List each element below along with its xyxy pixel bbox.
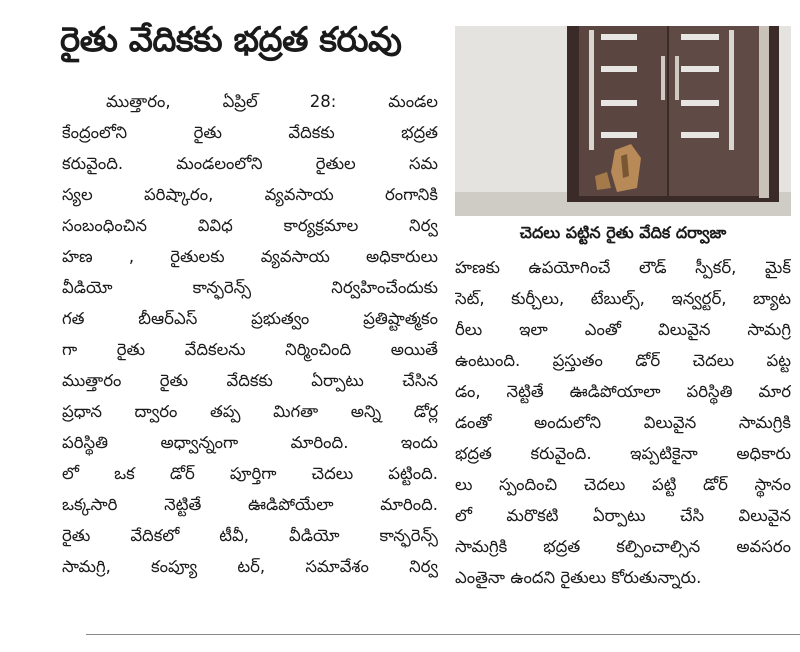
article-line: హణకు ఉపయోగించే లౌడ్ స్పీకర్, మైక్	[455, 258, 791, 277]
article-line: డంతో అందులోని విలువైన సామగ్రికి	[455, 413, 791, 432]
article-line: సంబంధించిన వివిధ కార్యక్రమాల నిర్వ	[62, 216, 438, 235]
article-line: వీడియో కాన్ఫరెన్స్ నిర్వహించేందుకు	[62, 278, 438, 297]
bottom-divider	[86, 634, 800, 635]
article-left-column	[62, 86, 438, 582]
article-line: గత బీఆర్ఎస్ ప్రభుత్వం ప్రతిష్టాత్మకం	[62, 309, 438, 328]
article-line: లో మరొకటి ఏర్పాటు చేసి విలువైన	[455, 506, 791, 525]
article-line: లో ఒక డోర్ పూర్తిగా చెదలు పట్టింది.	[62, 464, 438, 483]
article-line: ముత్తారం, ఏప్రిల్ 28: మండల	[106, 92, 438, 111]
photo-caption: చెదలు పట్టిన రైతు వేదిక దర్వాజా	[519, 223, 727, 242]
article-line: గా రైతు వేదికలను నిర్మించింది అయితే	[62, 340, 438, 359]
article-line: కేంద్రంలోని రైతు వేదికకు భద్రత	[62, 123, 438, 142]
article-line: డం, నెట్టితే ఊడిపోయాలా పరిస్థితి మార	[455, 382, 791, 401]
article-headline: రైతు వేదికకు భద్రత కరువు	[60, 20, 402, 60]
article-line: రైతు వేదికలో టీవీ, వీడియో కాన్ఫరెన్స్	[62, 526, 438, 545]
article-line: ఒక్కసారి నెట్టితే ఊడిపోయేలా మారింది.	[62, 495, 438, 514]
article-line: హణ , రైతులకు వ్యవసాయ అధికారులు	[62, 247, 438, 266]
article-line: సామగ్రి, కంప్యూ టర్, సమావేశం నిర్వ	[62, 557, 438, 576]
article-line: ప్రధాన ద్వారం తప్ప మిగతా అన్ని డోర్ల	[62, 402, 438, 421]
article-line: ఉంటుంది. ప్రస్తుతం డోర్ చెదలు పట్ట	[455, 351, 791, 370]
door-illustration	[455, 26, 791, 216]
article-line: సెట్, కుర్చీలు, టేబుల్స్, ఇన్వర్టర్, బ్యాట	[455, 289, 791, 308]
article-line: స్యల పరిష్కారం, వ్యవసాయ రంగానికి	[62, 185, 438, 204]
article-line: రీలు ఇలా ఎంతో విలువైన సామగ్రి	[455, 320, 791, 339]
article-line: ఎంతైనా ఉందని రైతులు కోరుతున్నారు.	[455, 568, 702, 587]
article-line: కరువైంది. మండలంలోని రైతుల సమ	[62, 154, 438, 173]
article-right-column	[455, 252, 791, 593]
article-line: ముత్తారం రైతు వేదికకు ఏర్పాటు చేసిన	[62, 371, 438, 390]
article-line: లు స్పందించి చెదలు పట్టి డోర్ స్థానం	[455, 475, 791, 494]
article-line: పరిస్థితి అధ్వాన్నంగా మారింది. ఇందు	[62, 433, 438, 452]
termite-damaged-door-photo	[455, 26, 791, 216]
article-line: భద్రత కరువైంది. ఇప్పటికైనా అధికారు	[455, 444, 791, 463]
article-line: సామగ్రికి భద్రత కల్పించాల్సిన అవసరం	[455, 537, 791, 556]
